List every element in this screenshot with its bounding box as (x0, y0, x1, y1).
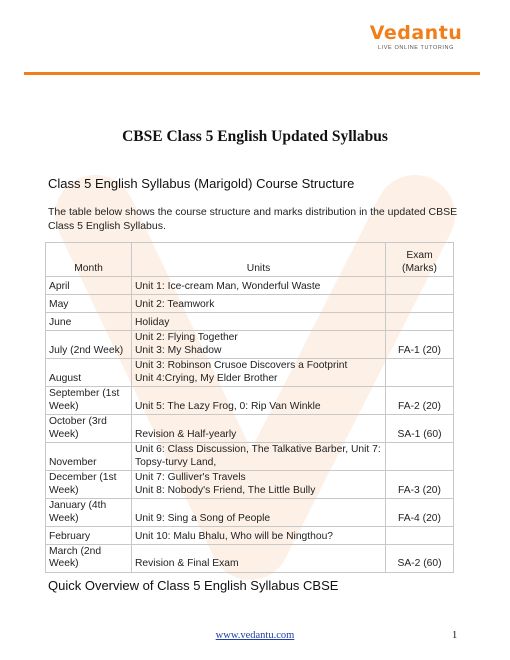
units-cell: Unit 1: Ice-cream Man, Wonderful Waste (132, 277, 386, 295)
units-cell: Unit 5: The Lazy Frog, 0: Rip Van Winkle (132, 387, 386, 415)
month-cell: March (2nd Week) (46, 545, 132, 573)
exam-cell (386, 443, 454, 471)
header-month: Month (46, 243, 132, 277)
footer-website-link[interactable]: www.vedantu.com (215, 630, 295, 641)
unit-line: Unit 8: Nobody's Friend, The Little Bully (135, 484, 316, 496)
table-row (46, 415, 454, 443)
exam-cell: FA-2 (20) (386, 387, 454, 415)
month-cell: November (46, 443, 132, 471)
unit-line: Unit 3: My Shadow (135, 344, 222, 356)
unit-line: Unit 4:Crying, My Elder Brother (135, 372, 278, 384)
month-cell: January (4th Week) (46, 499, 132, 527)
header-exam-line1: Exam (406, 250, 433, 262)
section-heading: Class 5 English Syllabus (Marigold) Course Structure (48, 176, 355, 191)
unit-line: Unit 2: Flying Together (135, 332, 238, 344)
month-cell: October (3rd Week) (46, 415, 132, 443)
document-title: CBSE Class 5 English Updated Syllabus (122, 128, 388, 145)
month-cell: December (1st Week) (46, 471, 132, 499)
logo-wordmark: Vedantu (369, 22, 463, 44)
logo-tagline: LIVE ONLINE TUTORING (378, 45, 454, 51)
table-row (46, 295, 454, 313)
units-cell: Unit 9: Sing a Song of People (132, 499, 386, 527)
table-row (46, 443, 454, 471)
table-row (46, 387, 454, 415)
units-cell: Unit 10: Malu Bhalu, Who will be Ningthou? (132, 527, 386, 545)
table-row (46, 313, 454, 331)
units-cell (132, 471, 386, 499)
exam-cell: FA-4 (20) (386, 499, 454, 527)
units-cell (132, 359, 386, 387)
month-cell: April (46, 277, 132, 295)
month-cell: May (46, 295, 132, 313)
unit-line: Unit 3: Robinson Crusoe Discovers a Footprint (135, 360, 348, 372)
month-cell: February (46, 527, 132, 545)
unit-line: Unit 7: Gulliver's Travels (135, 472, 246, 484)
month-cell: September (1st Week) (46, 387, 132, 415)
units-cell: Revision & Half-yearly (132, 415, 386, 443)
header-exam (386, 243, 454, 277)
vedantu-logo[interactable] (361, 22, 471, 52)
table-row (46, 545, 454, 573)
exam-cell: FA-3 (20) (386, 471, 454, 499)
intro-paragraph: The table below shows the course structure and marks distribution in the updated CBSE Class 5 English Syllabus. (48, 206, 458, 232)
units-cell: Holiday (132, 313, 386, 331)
exam-cell: SA-2 (60) (386, 545, 454, 573)
table-row (46, 359, 454, 387)
table-header-row (46, 243, 454, 277)
header-exam-line2: (Marks) (402, 262, 437, 274)
syllabus-table (45, 242, 454, 573)
exam-cell (386, 295, 454, 313)
month-cell: June (46, 313, 132, 331)
header-rule (24, 72, 480, 75)
page-number: 1 (452, 630, 458, 641)
month-cell: July (2nd Week) (46, 331, 132, 359)
exam-cell (386, 359, 454, 387)
units-cell (132, 331, 386, 359)
units-cell: Unit 2: Teamwork (132, 295, 386, 313)
month-cell: August (46, 359, 132, 387)
table-row (46, 499, 454, 527)
exam-cell (386, 527, 454, 545)
table-row (46, 277, 454, 295)
closing-heading: Quick Overview of Class 5 English Syllabus CBSE (48, 578, 339, 593)
units-cell: Unit 6: Class Discussion, The Talkative Barber, Unit 7: Topsy-turvy Land, (132, 443, 386, 471)
exam-cell (386, 313, 454, 331)
exam-cell: FA-1 (20) (386, 331, 454, 359)
header-units: Units (132, 243, 386, 277)
exam-cell: SA-1 (60) (386, 415, 454, 443)
table-row (46, 527, 454, 545)
units-cell: Revision & Final Exam (132, 545, 386, 573)
table-row (46, 331, 454, 359)
exam-cell (386, 277, 454, 295)
table-row (46, 471, 454, 499)
